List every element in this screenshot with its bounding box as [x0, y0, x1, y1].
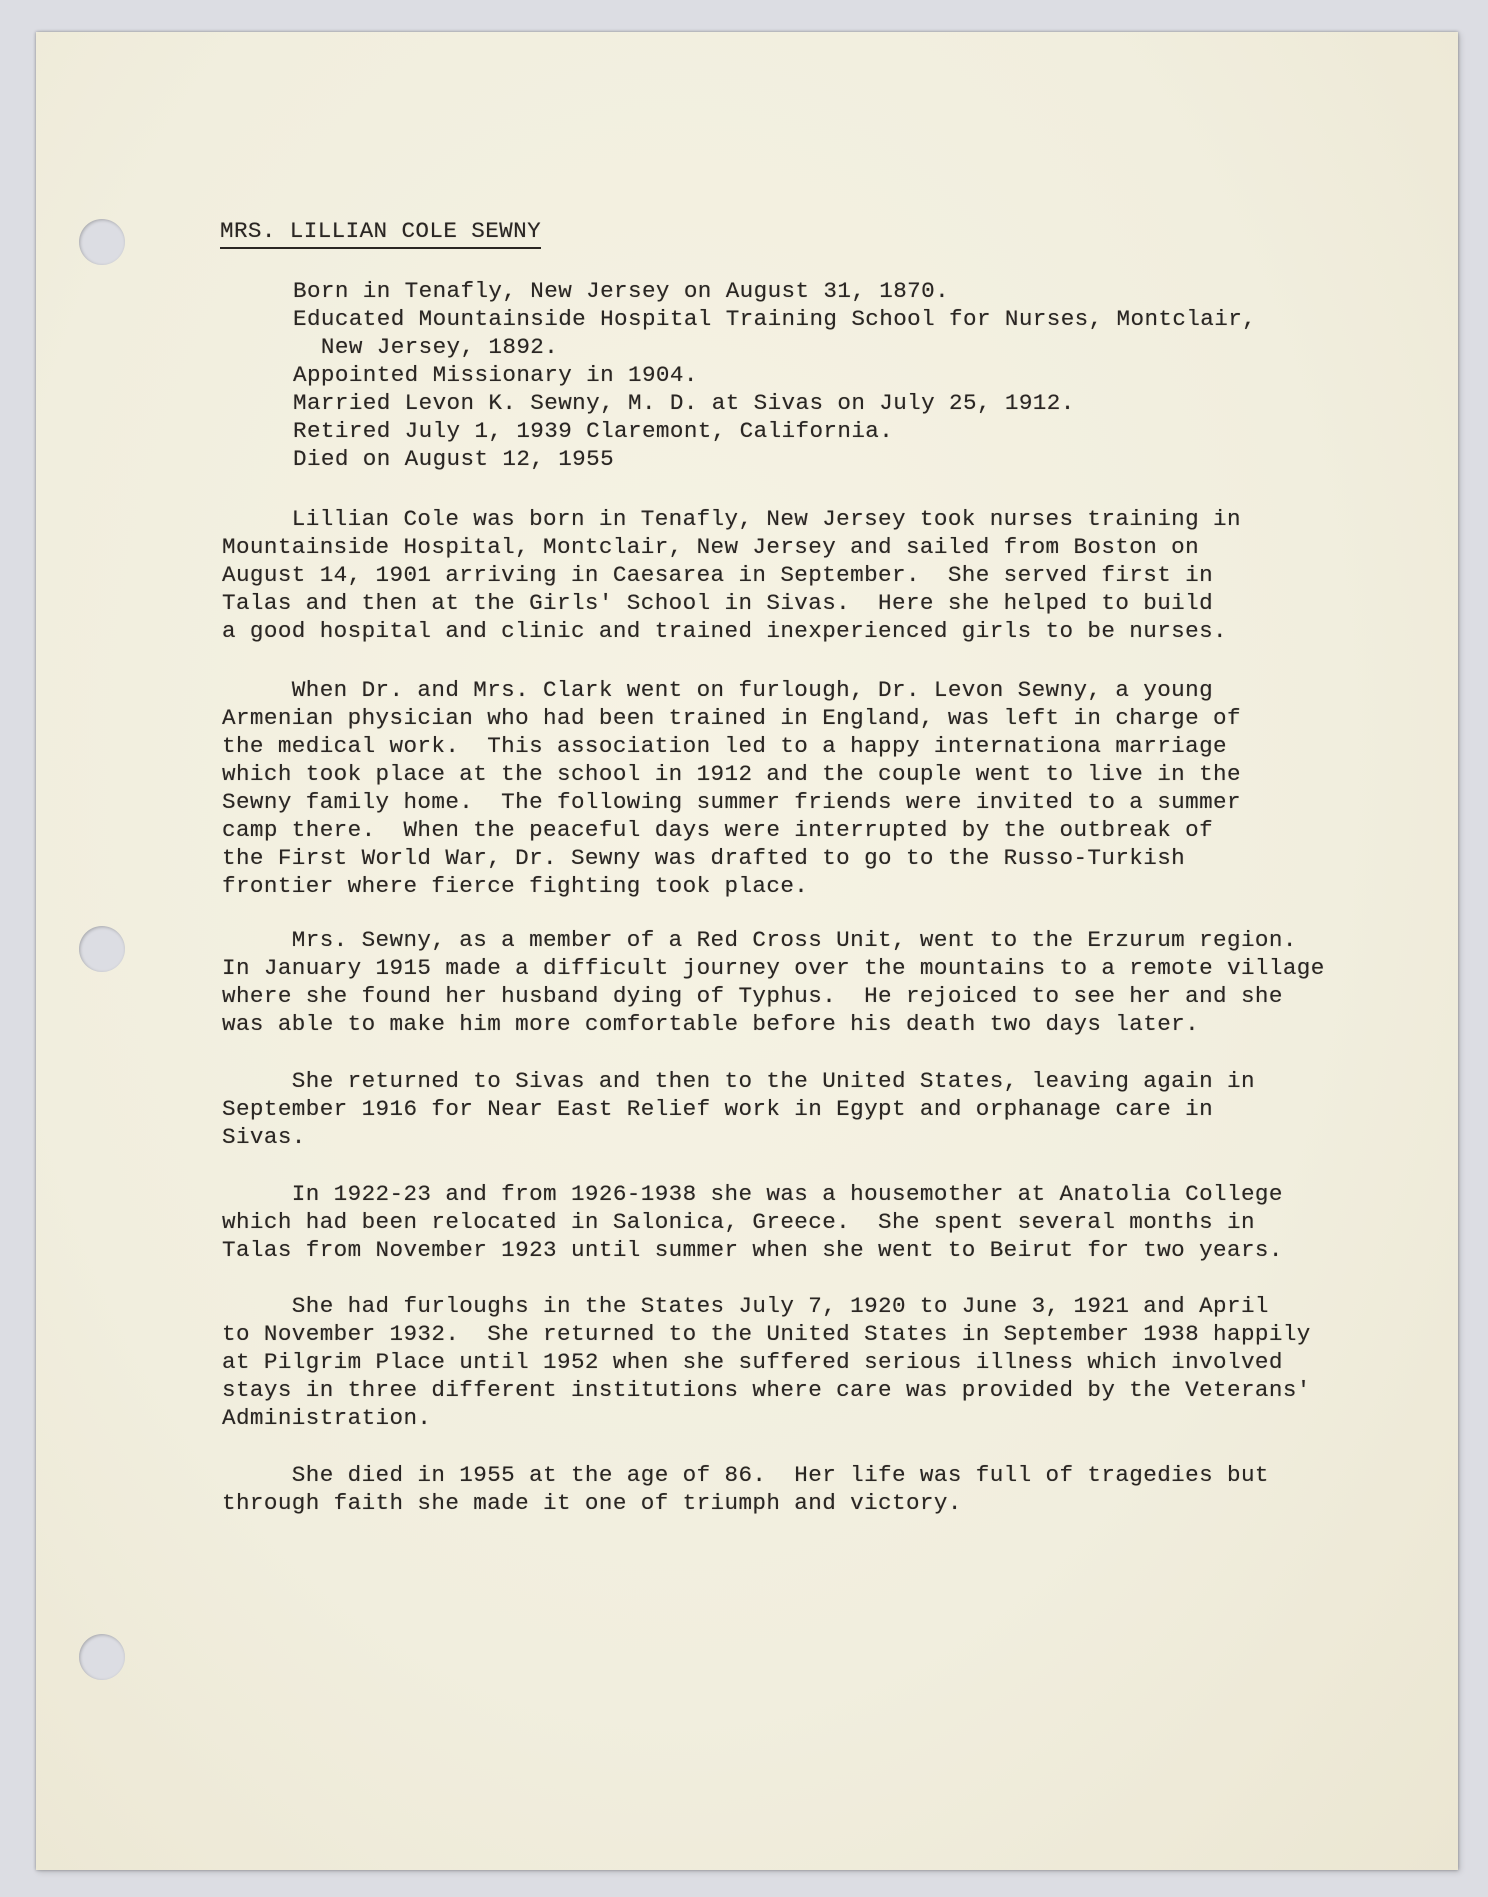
paragraph-line: stays in three different institutions where care was provided by the Veterans': [222, 1377, 1311, 1403]
paragraph-line: through faith she made it one of triumph and victory.: [222, 1490, 962, 1516]
fact-line: Retired July 1, 1939 Claremont, California.: [293, 418, 894, 444]
paragraph-line: at Pilgrim Place until 1952 when she suffered serious illness which involved: [222, 1349, 1283, 1375]
paragraph-line: frontier where fierce fighting took place.: [222, 873, 809, 899]
paragraph-line: the medical work. This association led to a happy internationa marriage: [222, 733, 1228, 759]
fact-line: Died on August 12, 1955: [293, 446, 615, 472]
paragraph-line: Talas and then at the Girls' School in Sivas. Here she helped to build: [222, 590, 1214, 616]
punch-hole-bottom: [79, 1634, 125, 1680]
paragraph-line: September 1916 for Near East Relief work in Egypt and orphanage care in: [222, 1096, 1214, 1122]
paragraph-line: where she found her husband dying of Typhus. He rejoiced to see her and she: [222, 983, 1283, 1009]
paragraph-line: which took place at the school in 1912 and the couple went to live in the: [222, 761, 1241, 787]
paragraph-line: Armenian physician who had been trained in England, was left in charge of: [222, 705, 1241, 731]
paragraph-line: In 1922-23 and from 1926-1938 she was a housemother at Anatolia College: [222, 1181, 1283, 1207]
paragraph-line: Mountainside Hospital, Montclair, New Jersey and sailed from Boston on: [222, 534, 1200, 560]
punch-hole-middle: [79, 926, 125, 972]
paragraph-line: Administration.: [222, 1405, 432, 1431]
paragraph-line: camp there. When the peaceful days were interrupted by the outbreak of: [222, 817, 1214, 843]
paragraph-line: She returned to Sivas and then to the United States, leaving again in: [222, 1068, 1255, 1094]
paragraph-line: When Dr. and Mrs. Clark went on furlough, Dr. Levon Sewny, a young: [222, 677, 1214, 703]
fact-line: New Jersey, 1892.: [293, 334, 559, 360]
fact-line: Born in Tenafly, New Jersey on August 31, 1870.: [293, 278, 950, 304]
paragraph-line: Talas from November 1923 until summer when she went to Beirut for two years.: [222, 1237, 1283, 1263]
paragraph-line: Sewny family home. The following summer friends were invited to a summer: [222, 789, 1241, 815]
fact-line: Appointed Missionary in 1904.: [293, 362, 698, 388]
paragraph-line: Lillian Cole was born in Tenafly, New Jersey took nurses training in: [222, 506, 1241, 532]
paragraph-line: was able to make him more comfortable before his death two days later.: [222, 1011, 1200, 1037]
paragraph-line: She had furloughs in the States July 7, 1920 to June 3, 1921 and April: [222, 1293, 1269, 1319]
fact-line: Married Levon K. Sewny, M. D. at Sivas on July 25, 1912.: [293, 390, 1075, 416]
punch-hole-top: [79, 219, 125, 265]
paragraph-line: to November 1932. She returned to the United States in September 1938 happily: [222, 1321, 1311, 1347]
document-title: MRS. LILLIAN COLE SEWNY: [220, 217, 541, 249]
paragraph-line: Sivas.: [222, 1124, 306, 1150]
paragraph-line: which had been relocated in Salonica, Greece. She spent several months in: [222, 1209, 1255, 1235]
paragraph-line: August 14, 1901 arriving in Caesarea in September. She served first in: [222, 562, 1214, 588]
paragraph-line: the First World War, Dr. Sewny was drafted to go to the Russo-Turkish: [222, 845, 1186, 871]
paragraph-line: a good hospital and clinic and trained inexperienced girls to be nurses.: [222, 618, 1228, 644]
paragraph-line: Mrs. Sewny, as a member of a Red Cross Unit, went to the Erzurum region.: [222, 927, 1297, 953]
paragraph-line: She died in 1955 at the age of 86. Her life was full of tragedies but: [222, 1462, 1269, 1488]
fact-line: Educated Mountainside Hospital Training School for Nurses, Montclair,: [293, 306, 1257, 332]
paragraph-line: In January 1915 made a difficult journey over the mountains to a remote village: [222, 955, 1325, 981]
